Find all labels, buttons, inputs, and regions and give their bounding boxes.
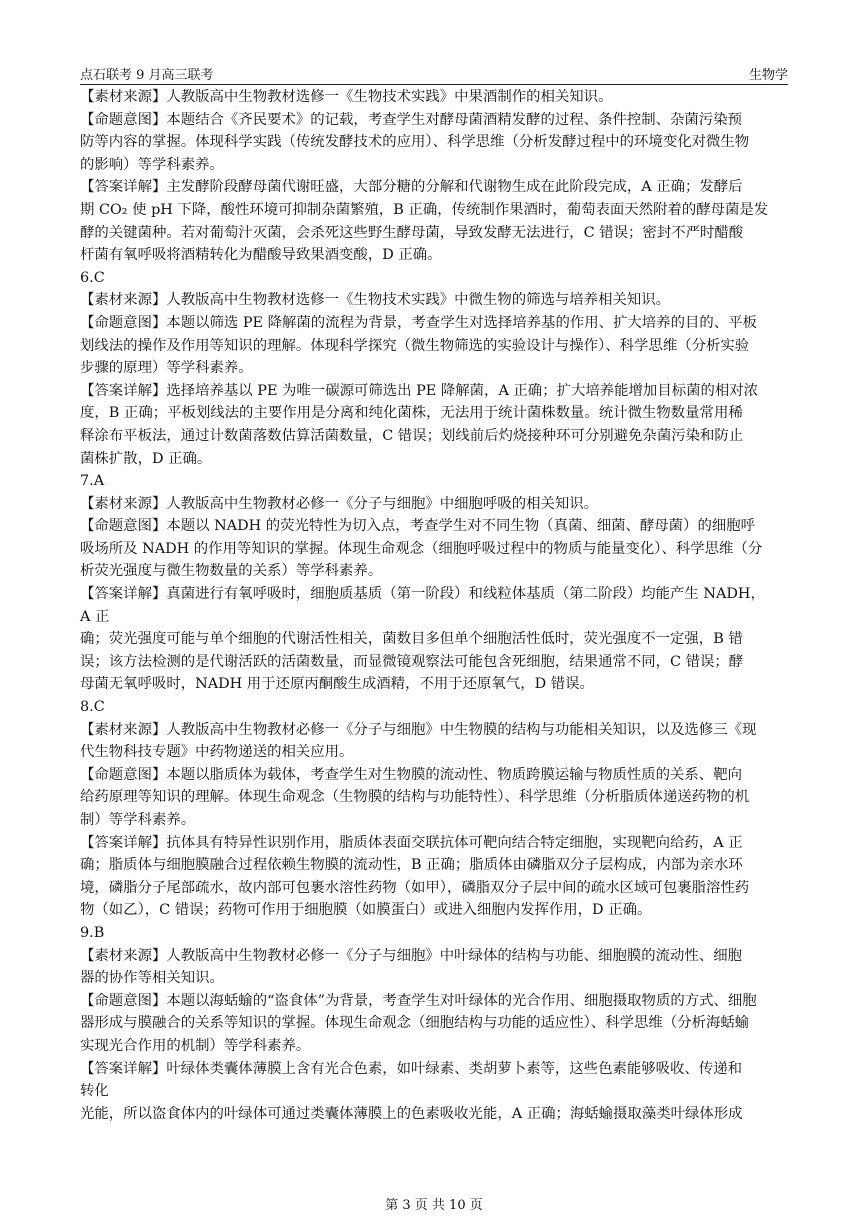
text-line: 代生物科技专题》中药物递送的相关应用。 — [80, 744, 354, 761]
question-answer-key: 6.C — [80, 269, 105, 286]
text-line: 防等内容的掌握。体现科学实践（传统发酵技术的应用）、科学思维（分析发酵过程中的环境变化对微生物 — [80, 134, 750, 151]
text-line: 度，B 正确；平板划线法的主要作用是分离和纯化菌株，无法用于统计菌株数量。统计微生物数量常用稀 — [80, 405, 743, 422]
text-line: 期 CO₂ 使 pH 下降，酸性环境可抑制杂菌繁殖，B 正确，传统制作果酒时，葡萄表面天然附着的酵母菌是发 — [80, 201, 769, 218]
text-line: 器形成与膜融合的关系等知识的掌握。体现生命观念（细胞结构与功能的适应性）、科学思维（分析海蛞蝓 — [80, 1015, 750, 1032]
text-line: 【答案详解】主发酵阶段酵母菌代谢旺盛，大部分糖的分解和代谢物生成在此阶段完成，A 正确；发酵后 — [80, 179, 743, 196]
text-line: 【素材来源】人教版高中生物教材选修一《生物技术实践》中微生物的筛选与培养相关知识。 — [80, 292, 671, 309]
text-line: 【命题意图】本题以 NADH 的荧光特性为切入点，考查学生对不同生物（真菌、细菌、酵母菌）的细胞呼 — [80, 518, 756, 535]
text-line: 步骤的原理）等学科素养。 — [80, 360, 253, 377]
answer-explanation-body — [80, 86, 792, 1125]
text-line: 转化 — [80, 1083, 109, 1100]
text-line: 【答案详解】叶绿体类囊体薄膜上含有光合色素，如叶绿素、类胡萝卜素等，这些色素能够吸收、传递和 — [80, 1060, 742, 1077]
text-line: 确；荧光强度可能与单个细胞的代谢活性相关，菌数目多但单个细胞活性低时，荧光强度不一定强，B 错 — [80, 631, 743, 648]
text-line: 【素材来源】人教版高中生物教材选修一《生物技术实践》中果酒制作的相关知识。 — [80, 89, 613, 105]
text-line: 【素材来源】人教版高中生物教材必修一《分子与细胞》中细胞呼吸的相关知识。 — [80, 495, 599, 512]
text-line: 母菌无氧呼吸时，NADH 用于还原丙酮酸生成酒精，不用于还原氧气，D 错误。 — [80, 676, 594, 693]
text-line: 制）等学科素养。 — [80, 812, 196, 828]
text-line: 杆菌有氧呼吸将酒精转化为醋酸导致果酒变酸，D 正确。 — [80, 247, 442, 264]
question-answer-key: 7.A — [80, 473, 105, 490]
text-line: 器的协作等相关知识。 — [80, 970, 224, 987]
text-line: 【素材来源】人教版高中生物教材必修一《分子与细胞》中叶绿体的结构与功能、细胞膜的流动性、细胞 — [80, 947, 742, 964]
question-answer-key: 8.C — [80, 699, 105, 716]
text-line: 【素材来源】人教版高中生物教材必修一《分子与细胞》中生物膜的结构与功能相关知识，以及选修三《现 — [80, 721, 757, 738]
text-line: 释涂布平板法，通过计数菌落数估算活菌数量，C 错误；划线前后灼烧接种环可分别避免杂菌污染和防止 — [80, 427, 744, 444]
text-line: 误；该方法检测的是代谢活跃的活菌数量，而显微镜观察法可能包含死细胞，结果通常不同，C 错误；酵 — [80, 653, 744, 670]
text-line: 菌株扩散，D 正确。 — [80, 450, 212, 467]
text-line: 吸场所及 NADH 的作用等知识的掌握。体现生命观念（细胞呼吸过程中的物质与能量变化）、科学思维（分 — [80, 540, 763, 557]
text-line: 【命题意图】本题以筛选 PE 降解菌的流程为背景，考查学生对选择培养基的作用、扩大培养的目的、平板 — [80, 314, 757, 331]
text-line: 光能，所以盗食体内的叶绿体可通过类囊体薄膜上的色素吸收光能，A 正确；海蛞蝓摄取藻类叶绿体形成 — [80, 1105, 743, 1122]
exam-name: 点石联考 9 月高三联考 — [80, 68, 214, 83]
subject-name: 生物学 — [748, 68, 788, 83]
text-line: 给药原理等知识的理解。体现生命观念（生物膜的结构与功能特性）、科学思维（分析脂质体递送药物的机 — [80, 789, 750, 806]
text-line: 【命题意图】本题以脂质体为载体，考查学生对生物膜的流动性、物质跨膜运输与物质性质的关系、靶向 — [80, 766, 742, 783]
text-line: 【答案详解】抗体具有特异性识别作用，脂质体表面交联抗体可靶向结合特定细胞，实现靶向给药，A 正 — [80, 834, 743, 851]
text-line: 实现光合作用的机制）等学科素养。 — [80, 1037, 311, 1054]
text-line: 物（如乙），C 错误；药物可作用于细胞膜（如膜蛋白）或进入细胞内发挥作用，D 正确。 — [80, 902, 652, 919]
text-line: 析荧光强度与微生物数量的关系）等学科素养。 — [80, 563, 383, 580]
text-line: 【答案详解】真菌进行有氧呼吸时，细胞质基质（第一阶段）和线粒体基质（第二阶段）均能产生 NADH， — [80, 586, 765, 603]
text-line: 划线法的操作及作用等知识的理解。体现科学探究（微生物筛选的实验设计与操作）、科学思维（分析实验 — [80, 337, 750, 354]
page-header — [80, 62, 788, 85]
question-answer-key: 9.B — [80, 924, 105, 941]
text-line: 【答案详解】选择培养基以 PE 为唯一碳源可筛选出 PE 降解菌，A 正确；扩大培养能增加目标菌的相对浓 — [80, 382, 759, 399]
text-line: 境，磷脂分子尾部疏水，故内部可包裹水溶性药物（如甲），磷脂双分子层中间的疏水区域可包裹脂溶性药 — [80, 879, 750, 896]
text-line: A 正 — [80, 608, 110, 625]
page-number: 第 3 页 共 10 页 — [385, 1198, 483, 1213]
text-line: 【命题意图】本题以海蛞蝓的“盗食体”为背景，考查学生对叶绿体的光合作用、细胞摄取物质的方式、细胞 — [80, 992, 757, 1009]
text-line: 的影响）等学科素养。 — [80, 156, 224, 173]
text-line: 确；脂质体与细胞膜融合过程依赖生物膜的流动性，B 正确；脂质体由磷脂双分子层构成，内部为亲水环 — [80, 857, 743, 874]
text-line: 酵的关键菌种。若对葡萄汁灭菌，会杀死这些野生酵母菌，导致发酵无法进行，C 错误；密封不严时醋酸 — [80, 224, 744, 241]
text-line: 【命题意图】本题结合《齐民要术》的记载，考查学生对酵母菌酒精发酵的过程、条件控制、杂菌污染预 — [80, 111, 742, 128]
